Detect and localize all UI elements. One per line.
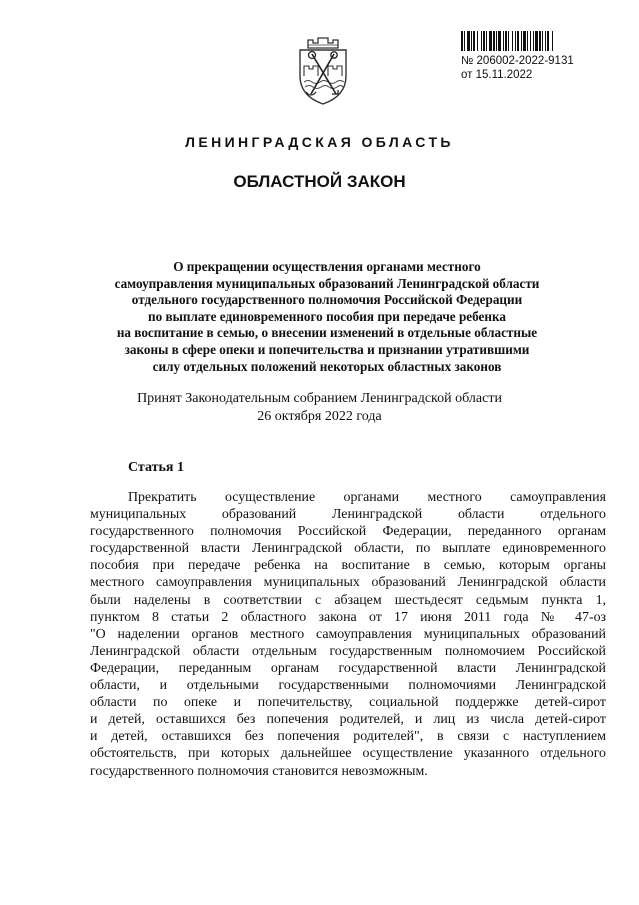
article-line: Федерации, переданным органам государственной власти Ленинградской [90, 660, 606, 676]
law-title-line: О прекращении осуществления органами местного [173, 259, 481, 274]
adoption-line: Принят Законодательным собранием Ленинградской области [137, 391, 502, 406]
registration-block [461, 54, 574, 82]
article-line: государственного полномочия Российской Федерации, переданного органам [90, 524, 606, 540]
adoption-note [0, 390, 639, 426]
article-title: Статья 1 [128, 460, 184, 475]
article-line: пунктом 8 статьи 2 областного закона от 17 июня 2011 года № 47-оз [90, 609, 606, 625]
law-title-line: силу отдельных положений некоторых областных законов [152, 358, 502, 374]
law-title [92, 259, 562, 375]
law-title-line: на воспитание в семью, о внесении изменений в отдельные областные [116, 325, 538, 341]
article-line: государственной власти Ленинградской области, по выплате единовременного [90, 541, 606, 557]
law-title-line: по выплате единовременного пособия при передаче ребенка [147, 308, 506, 324]
law-title-line: самоуправления муниципальных образований Ленинградской области [114, 275, 540, 291]
registration-number: № 206002-2022-9131 [461, 55, 574, 67]
adoption-date: 26 октября 2022 года [257, 409, 382, 424]
barcode-icon [461, 31, 611, 51]
article-line: были наделены в соответствии с абзацем шестьдесят седьмым пункта 1, [90, 592, 606, 608]
law-type-heading: ОБЛАСТНОЙ ЗАКОН [233, 172, 406, 191]
article-line: области, и отдельными государственными полномочиями Ленинградской [90, 678, 606, 694]
article-line: и детей, оставшихся без попечения родителей, и лиц из числа детей-сирот [90, 712, 606, 728]
article-line: местного самоуправления муниципальных образований Ленинградской области [90, 575, 606, 591]
article-line: области по опеке и попечительству, социальной поддержке детей-сирот [90, 695, 606, 711]
article-line: государственного полномочия становится невозможным. [90, 763, 428, 779]
article-line: и детей, оставшихся без попечения родителей", в связи с наступлением [90, 729, 606, 745]
leningrad-oblast-coat-of-arms-icon [294, 36, 352, 106]
registration-date: от 15.11.2022 [461, 69, 533, 81]
region-heading: ЛЕНИНГРАДСКАЯ ОБЛАСТЬ [185, 134, 454, 150]
article-line: муниципальных образований Ленинградской области отдельного [90, 507, 606, 523]
article-line: пособия при передаче ребенка на воспитание в семью, которым органы [90, 558, 606, 574]
article-line: "О наделении органов местного самоуправления муниципальных образований [90, 626, 606, 642]
article-line: Прекратить осуществление органами местного самоуправления [128, 490, 606, 505]
article-line: обстоятельств, при которых дальнейшее осуществление указанного отдельного [90, 746, 606, 762]
article-line: Ленинградской области отдельным государственным полномочием Российской [90, 643, 606, 659]
article-body [90, 489, 606, 780]
law-title-line: отдельного государственного полномочия Российской Федерации [131, 292, 523, 308]
law-title-line: законы в сфере опеки и попечительства и признании утратившими [124, 341, 530, 357]
